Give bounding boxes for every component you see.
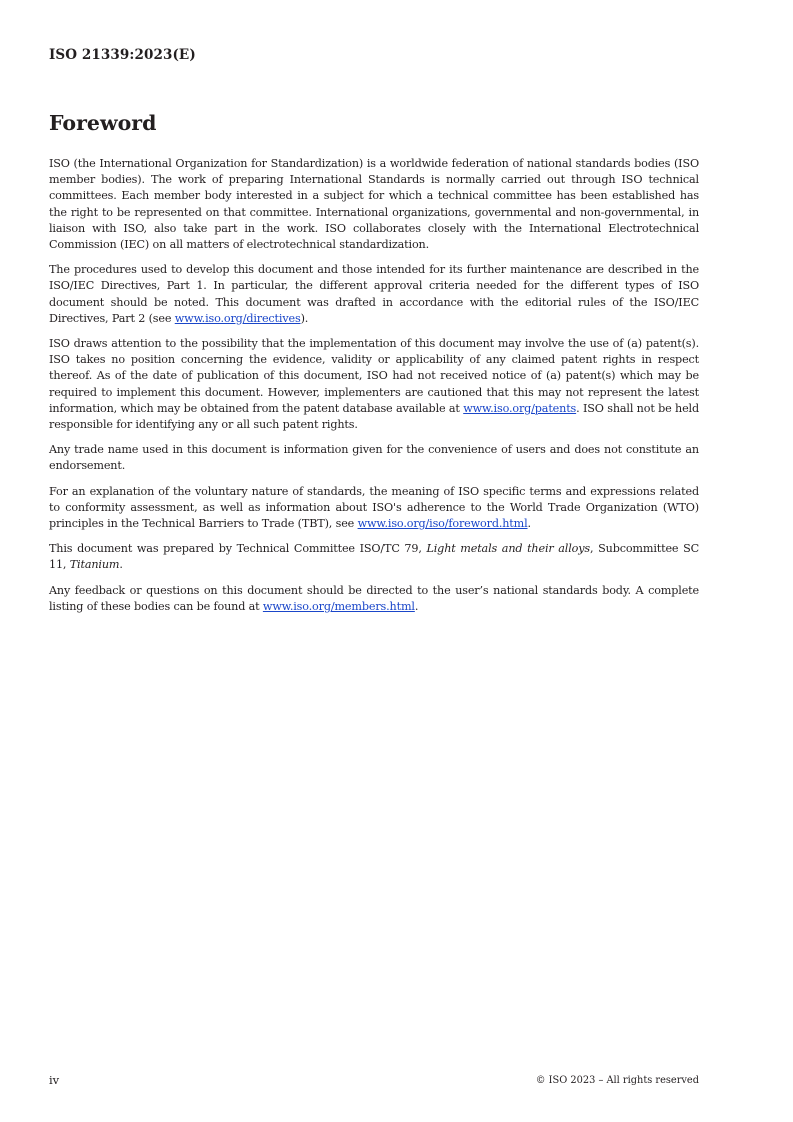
paragraph-procedures bbox=[49, 262, 699, 327]
paragraph-text: . bbox=[119, 558, 123, 572]
copyright-notice: © ISO 2023 – All rights reserved bbox=[535, 1075, 699, 1086]
paragraph-text: . ISO shall not be held responsible for identifying any or all such patent rights. bbox=[49, 401, 699, 432]
paragraph-text: ISO draws attention to the possibility that the implementation of this document may involve the use of (a) patent(s). ISO takes no position concerning the evidence, validity or applicability of any claimed patent rights in respect thereof. As of the date of publication of this document, ISO had not received notice of (a) patent(s) which may be required to implement this document. However, implementers are cautioned that this may not represent the latest information, which may be obtained from the patent database available at bbox=[49, 337, 699, 415]
directives-link[interactable]: www.iso.org/directives bbox=[174, 311, 301, 325]
paragraph-text: For an explanation of the voluntary nature of standards, the meaning of ISO specific terms and expressions related to conformity assessment, as well as information about ISO's adherence to the World Trade Organization (WTO) principles in the Technical Barriers to Trade (TBT), see bbox=[49, 484, 699, 531]
members-link[interactable]: www.iso.org/members.html bbox=[262, 599, 415, 613]
paragraph-text: , Subcommittee SC 11, bbox=[49, 542, 700, 572]
paragraph-text: Any feedback or questions on this document should be directed to the user’s national standards body. A complete listing of these bodies can be found at bbox=[49, 583, 699, 613]
paragraph-text: . bbox=[414, 599, 419, 613]
paragraph-feedback bbox=[49, 583, 699, 615]
paragraph-text: Any trade name used in this document is information given for the convenience of users and does not constitute an endorsement. bbox=[49, 443, 699, 473]
document-page bbox=[49, 0, 699, 1122]
foreword-link[interactable]: www.iso.org/iso/foreword.html bbox=[357, 517, 528, 531]
paragraph-text: ISO (the International Organization for Standardization) is a worldwide federation of national standards bodies (ISO member bodies). The work of preparing International Standards is normally carried out through ISO technical committees. Each member body interested in a subject for which a technical committee has been established has the right to be represented on that committee. International organizations, governmental and non-governmental, in liaison with ISO, also take part in the work. ISO collaborates closely with the International Electrotechnical Commission (IEC) on all matters of electrotechnical standardization. bbox=[49, 157, 699, 252]
paragraph-patents bbox=[49, 336, 699, 433]
paragraph-committee bbox=[49, 541, 699, 573]
paragraph-text: . bbox=[527, 517, 531, 531]
page-title: Foreword bbox=[49, 111, 157, 135]
committee-name: Light metals and their alloys bbox=[426, 542, 591, 556]
paragraph-trade-name bbox=[49, 442, 699, 474]
paragraph-iso-intro bbox=[49, 156, 699, 253]
paragraph-voluntary-nature bbox=[49, 484, 699, 533]
paragraph-text: This document was prepared by Technical Committee ISO/TC 79, bbox=[49, 542, 427, 556]
document-id: ISO 21339:2023(E) bbox=[49, 47, 196, 63]
foreword-body bbox=[49, 156, 699, 624]
page-number: iv bbox=[49, 1073, 60, 1087]
subcommittee-name: Titanium bbox=[69, 558, 120, 572]
paragraph-text: The procedures used to develop this document and those intended for its further maintenance are described in the ISO/IEC Directives, Part 1. In particular, the different approval criteria needed for the different types of ISO document should be noted. This document was drafted in accordance with the editorial rules of the ISO/IEC Directives, Part 2 (see bbox=[49, 263, 699, 325]
patents-link[interactable]: www.iso.org/patents bbox=[463, 401, 577, 415]
paragraph-text: ). bbox=[300, 311, 309, 325]
